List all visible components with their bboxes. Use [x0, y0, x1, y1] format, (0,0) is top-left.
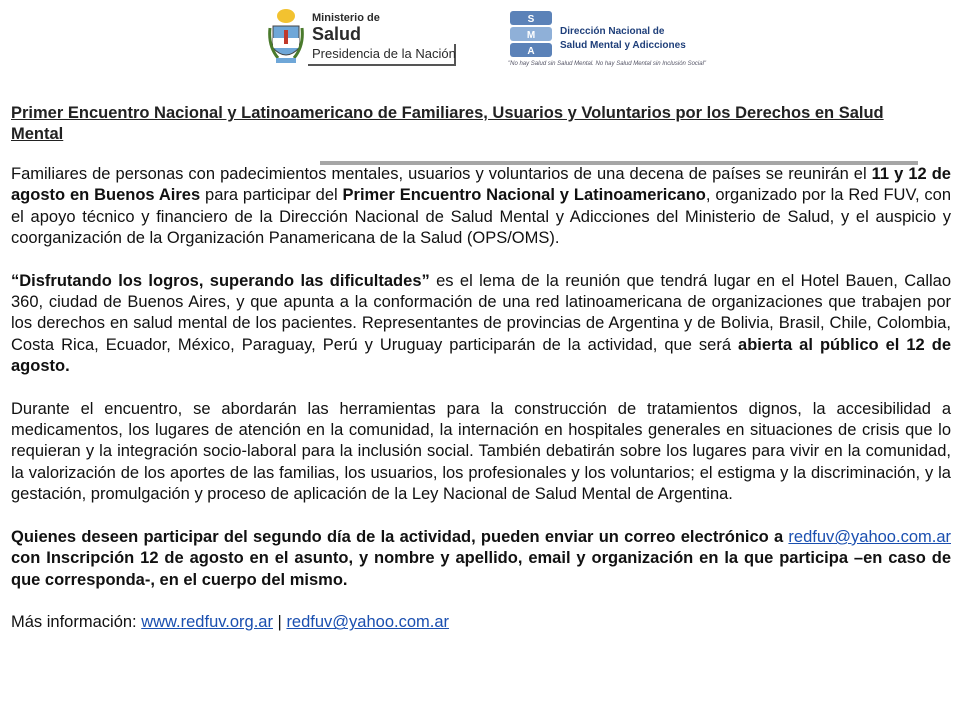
- p1-bold-dates: 11 y 12 de agosto en Buenos Aires: [11, 165, 951, 205]
- svg-text:S: S: [527, 14, 535, 25]
- p4-bold-1: Quienes deseen participar del segundo día de la actividad, pueden enviar un correo electrónico a: [11, 527, 789, 546]
- more-info-label: Más información:: [11, 613, 142, 632]
- svg-text:A: A: [527, 46, 535, 57]
- paragraph-4: [11, 527, 951, 591]
- p2-bold-motto: “Disfrutando los logros, superando las dificultades”: [11, 271, 430, 290]
- header: [0, 0, 960, 80]
- link-separator: |: [272, 613, 287, 632]
- paragraph-3: Durante el encuentro, se abordarán las herramientas para la construcción de tratamientos dignos, la accesibilidad a medicamentos, los lugares de atención en la comunidad, la internación en hospitales generales en situaciones de crisis que lo requieran y la integración socio-laboral para la inclusión social. También debatirán sobre los lugares para vivir en la comunidad, la valorización de los aportes de las familias, los usuarios, los profesionales y los voluntarios; el estigma y la discriminación, y la gestación, promulgación y proceso de aplicación de la Ley Nacional de Salud Mental de Argentina.: [11, 399, 951, 504]
- direccion-line2: Salud Mental y Adicciones: [560, 40, 686, 51]
- p1-text-3: , organizado por la Red FUV, con el apoyo técnico y financiero de la Dirección Nacional de Salud Mental y Adicciones del Ministerio de Salud, y el auspicio y coorganización de la Organización Panamericana de la Salud (OPS/OMS).: [11, 186, 952, 247]
- paragraph-2: [11, 271, 951, 377]
- coat-of-arms-icon: [268, 8, 304, 66]
- p2-text-1: es el lema de la reunión que tendrá lugar en el Hotel Bauen, Callao 360, ciudad de Buenos Aires, y que apunta a la conformación de una red latinoamericana de organizaciones que trabajen por los derechos en salud mental de los pacientes. Representantes de provincias de Argentina y de Bolivia, Brasil, Chile, Colombia, Costa Rica, Ecuador, México, Paraguay, Perú y Uruguay participarán de la actividad, que será: [11, 271, 951, 354]
- ministry-line1: Ministerio de: [312, 12, 380, 24]
- email-link[interactable]: redfuv@yahoo.com.ar: [788, 527, 951, 546]
- paragraph-1: [11, 164, 951, 249]
- article-body: [11, 164, 951, 655]
- p4-bold-2: con Inscripción 12 de agosto en el asunto, y nombre y apellido, email y organización en la que participa –en caso de que corresponda-, en el cuerpo del mismo.: [11, 549, 951, 589]
- p1-text-2: para participar del: [200, 186, 343, 205]
- email-link-2[interactable]: redfuv@yahoo.com.ar: [286, 613, 450, 632]
- p1-bold-event: Primer Encuentro Nacional y Latinoamericano: [342, 186, 706, 205]
- p1-text-1: Familiares de personas con padecimientos mentales, usuarios y voluntarios de una decena de países se reunirán el: [11, 165, 872, 183]
- direccion-line1: Dirección Nacional de: [560, 26, 665, 37]
- direccion-slogan: "No hay Salud sin Salud Mental. No hay Salud Mental sin Inclusión Social": [508, 61, 707, 67]
- p2-bold-public: abierta al público el 12 de agosto.: [11, 335, 952, 375]
- ministry-line3: Presidencia de la Nación: [312, 46, 456, 61]
- ministry-line2: Salud: [312, 24, 362, 44]
- svg-text:M: M: [526, 30, 536, 41]
- paragraph-5: [11, 612, 951, 633]
- salud-mental-logo-icon: [508, 9, 554, 59]
- website-link[interactable]: www.redfuv.org.ar: [141, 613, 273, 632]
- page-title: Primer Encuentro Nacional y Latinoamericano de Familiares, Usuarios y Voluntarios por los Derechos en Salud Mental: [11, 104, 884, 143]
